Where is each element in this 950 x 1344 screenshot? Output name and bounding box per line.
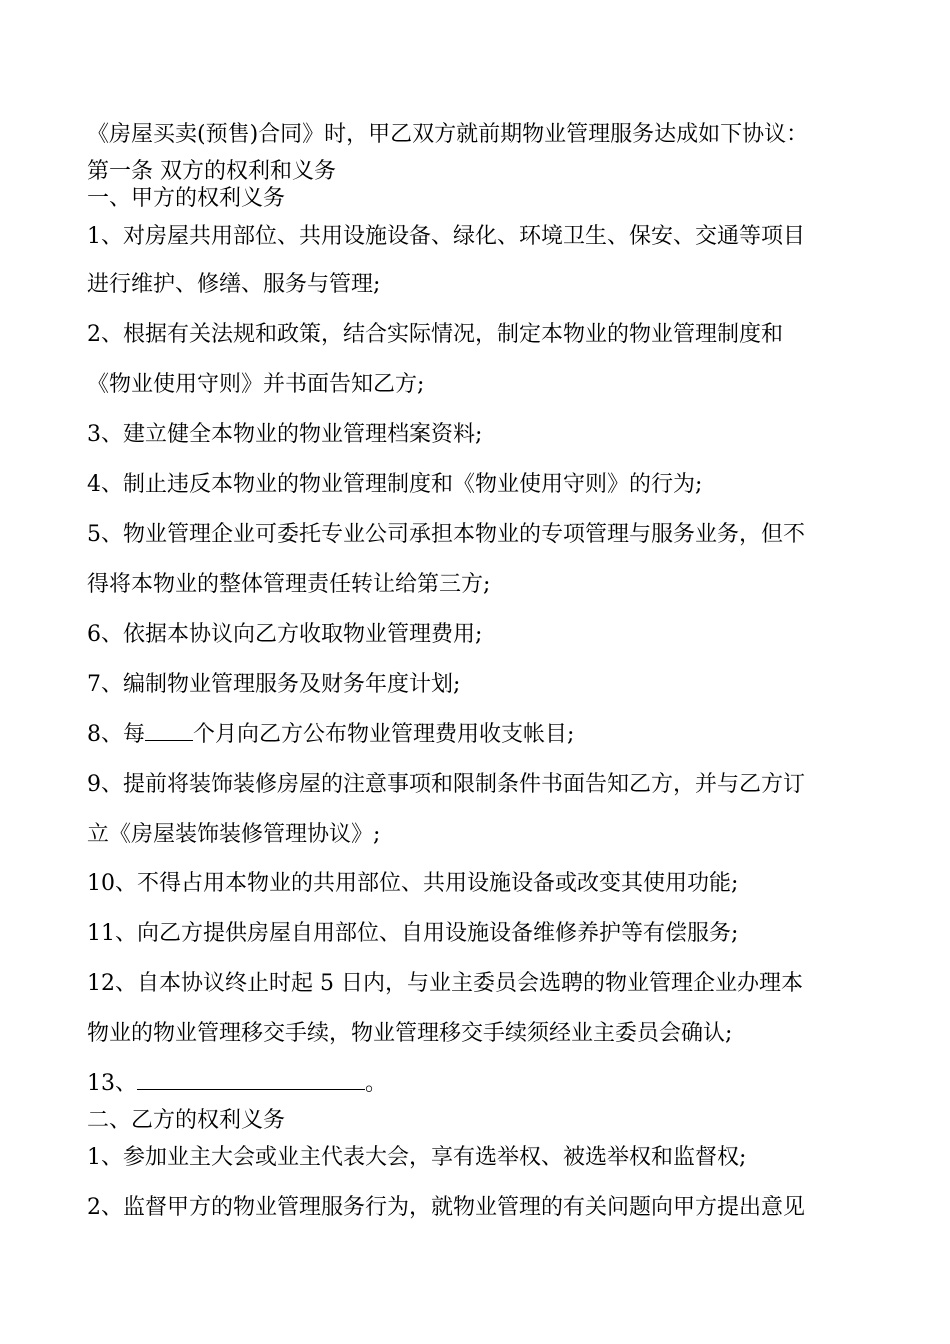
clause-a13 (87, 1069, 877, 1099)
intro-paragraph: 《房屋买卖(预售)合同》时，甲乙双方就前期物业管理服务达成如下协议： (87, 122, 809, 147)
clause-a8-prefix: 8、每 (87, 722, 145, 747)
clause-a10: 10、不得占用本物业的共用部位、共用设施设备或改变其使用功能; (87, 871, 739, 896)
clause-b2-line1: 2、监督甲方的物业管理服务行为，就物业管理的有关问题向甲方提出意见 (87, 1195, 805, 1220)
clause-a2-line2: 《物业使用守则》并书面告知乙方; (87, 372, 425, 397)
clause-a6: 6、依据本协议向乙方收取物业管理费用; (87, 622, 483, 647)
clause-a8-suffix: 个月向乙方公布物业管理费用收支帐目; (193, 722, 575, 747)
clause-a2-line1: 2、根据有关法规和政策，结合实际情况，制定本物业的物业管理制度和 (87, 322, 783, 347)
clause-b1: 1、参加业主大会或业主代表大会，享有选举权、被选举权和监督权; (87, 1145, 747, 1170)
section-a-title: 一、甲方的权利义务 (87, 186, 286, 211)
clause-a11: 11、向乙方提供房屋自用部位、自用设施设备维修养护等有偿服务; (87, 921, 739, 946)
clause-a7: 7、编制物业管理服务及财务年度计划; (87, 672, 461, 697)
article-1-title: 第一条 双方的权利和义务 (87, 159, 336, 184)
clause-a13-suffix: 。 (365, 1071, 388, 1096)
clause-a8 (87, 720, 877, 750)
clause-a3: 3、建立健全本物业的物业管理档案资料; (87, 422, 483, 447)
clause-a9-line1: 9、提前将装饰装修房屋的注意事项和限制条件书面告知乙方，并与乙方订 (87, 772, 805, 797)
clause-a13-prefix: 13、 (87, 1071, 137, 1096)
clause-a12-line2: 物业的物业管理移交手续，物业管理移交手续须经业主委员会确认; (87, 1021, 733, 1046)
clause-a1-line1: 1、对房屋共用部位、共用设施设备、绿化、环境卫生、保安、交通等项目 (87, 224, 805, 249)
section-b-title: 二、乙方的权利义务 (87, 1108, 286, 1133)
clause-a12-line1: 12、自本协议终止时起 5 日内，与业主委员会选聘的物业管理企业办理本 (87, 971, 803, 996)
fill-in-blank-a13 (137, 1069, 365, 1090)
clause-a5-line1: 5、物业管理企业可委托专业公司承担本物业的专项管理与服务业务，但不 (87, 522, 805, 547)
clause-a4: 4、制止违反本物业的物业管理制度和《物业使用守则》的行为; (87, 472, 703, 497)
clause-a5-line2: 得将本物业的整体管理责任转让给第三方; (87, 572, 491, 597)
clause-a9-line2: 立《房屋装饰装修管理协议》; (87, 822, 381, 847)
clause-a1-line2: 进行维护、修缮、服务与管理; (87, 272, 381, 297)
fill-in-blank-months (145, 720, 193, 741)
